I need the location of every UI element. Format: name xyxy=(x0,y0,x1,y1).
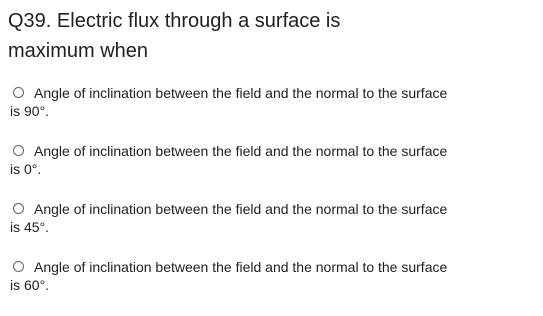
option-4-label-line-2: is 60°. xyxy=(10,277,50,293)
question-text xyxy=(8,6,528,66)
option-3-label-line-2: is 45°. xyxy=(10,219,50,235)
option-1-label-line-1: Angle of inclination between the field and the normal to the surface xyxy=(34,85,448,101)
answer-options xyxy=(8,84,538,316)
option-4-label-line-1: Angle of inclination between the field and the normal to the surface xyxy=(34,259,448,275)
option-3-label xyxy=(8,200,533,236)
option-2-label xyxy=(8,142,533,178)
option-2[interactable] xyxy=(8,142,538,200)
option-4[interactable] xyxy=(8,258,538,316)
option-1[interactable] xyxy=(8,84,538,142)
option-2-label-line-1: Angle of inclination between the field and the normal to the surface xyxy=(34,143,448,159)
option-1-label xyxy=(8,84,533,120)
option-4-label xyxy=(8,258,533,294)
option-3[interactable] xyxy=(8,200,538,258)
question-line-1: Q39. Electric flux through a surface is xyxy=(8,10,341,32)
option-1-label-line-2: is 90°. xyxy=(10,103,50,119)
question-line-2: maximum when xyxy=(8,40,149,62)
option-2-label-line-2: is 0°. xyxy=(10,161,42,177)
option-3-label-line-1: Angle of inclination between the field and the normal to the surface xyxy=(34,201,448,217)
